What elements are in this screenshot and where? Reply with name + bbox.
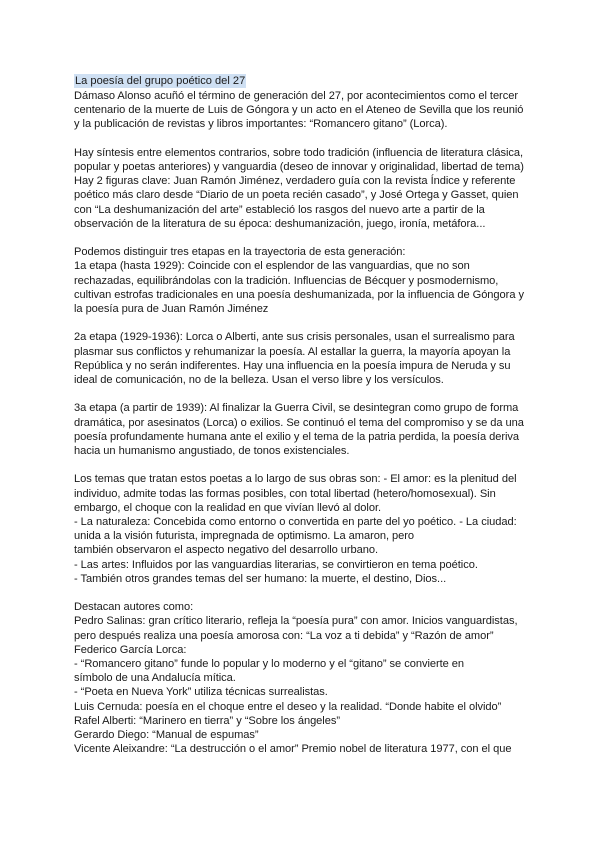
paragraph-gap: [74, 316, 540, 330]
text-line: plasmar sus conflictos y rehumanizar la poesía. Al estallar la guerra, la mayoría apoyan la: [74, 345, 511, 358]
text-line: y la publicación de revistas y libros importantes: “Romancero gitano” (Lorca).: [74, 118, 448, 131]
text-line: - “Poeta en Nueva York” utiliza técnicas surrealistas.: [74, 686, 328, 699]
text-line: rechazadas, equilibrándolas con la tradición. Influencias de Bécquer y posmodernismo,: [74, 274, 499, 287]
text-line: la poesía pura de Juan Ramón Jiménez: [74, 303, 269, 316]
text-line: unida a la visión futurista, impregnada de optimismo. La amaron, pero: [74, 530, 415, 543]
text-line: Dámaso Alonso acuñó el término de generación del 27, por acontecimientos como el tercer: [74, 90, 518, 102]
paragraph: [74, 89, 540, 132]
text-line: Rafel Alberti: “Marinero en tierra” y “Sobre los ángeles”: [74, 714, 340, 727]
text-line: - “Romancero gitano” funde lo popular y lo moderno y el “gitano” se convierte en: [74, 658, 465, 671]
text-line: dramática, por asesinatos (Lorca) o exilios. Se continuó el tema del compromiso y se da una: [74, 416, 524, 429]
text-line: símbolo de una Andalucía mítica.: [74, 672, 236, 685]
paragraph: [74, 146, 540, 231]
text-line: ideal de comunicación, no de la belleza. Usan el verso libre y los versículos.: [74, 374, 444, 387]
text-line: 3a etapa (a partir de 1939): Al finalizar la Guerra Civil, se desintegran como grupo de forma: [74, 402, 519, 415]
text-line: Federico García Lorca:: [74, 643, 187, 656]
text-line: Los temas que tratan estos poetas a lo largo de sus obras son: - El amor: es la plenitud del: [74, 473, 517, 486]
paragraph-gap: [74, 387, 540, 401]
paragraph: [74, 245, 540, 316]
text-line: Hay 2 figuras clave: Juan Ramón Jiménez, verdadero guía con la revista Índice y referente: [74, 175, 516, 188]
paragraph: [74, 330, 540, 387]
paragraph: [74, 401, 540, 458]
text-line: poético más claro desde “Diario de un poeta recién casado”, y José Ortega y Gasset, quien: [74, 189, 519, 202]
text-line: embargo, el choque con la realidad en que vivían llevó al dolor.: [74, 501, 382, 514]
text-line: también observaron el aspecto negativo del desarrollo urbano.: [74, 544, 379, 557]
document-body: [74, 89, 540, 756]
paragraph-gap: [74, 231, 540, 245]
paragraph-gap: [74, 458, 540, 472]
text-line: Luis Cernuda: poesía en el choque entre el deseo y la realidad. “Donde habite el olvido”: [74, 700, 502, 713]
text-line: popular y poetas anteriores) y vanguardia (deseo de innovar y originalidad, libertad de tema): [74, 161, 524, 173]
paragraph-gap: [74, 586, 540, 600]
text-line: Hay síntesis entre elementos contrarios, sobre todo tradición (influencia de literatura clásica,: [74, 146, 524, 159]
text-line: República y no serán indiferentes. Hay una influencia en la poesía impura de Neruda y su: [74, 359, 511, 372]
document-title: La poesía del grupo poético del 27: [75, 75, 246, 87]
text-line: con “La deshumanización del arte” estableció los rasgos del nuevo arte a partir de la: [74, 203, 485, 216]
text-line: individuo, admite todas las formas posibles, con total libertad (hetero/homosexual). Sin: [74, 487, 496, 500]
paragraph-gap: [74, 132, 540, 146]
text-line: Vicente Aleixandre: “La destrucción o el amor” Premio nobel de literatura 1977, con el que: [74, 743, 512, 756]
text-line: 2a etapa (1929-1936): Lorca o Alberti, ante sus crisis personales, usan el surrealismo para: [74, 331, 515, 344]
text-line: cultivan estrofas tradicionales en una poesía deshumanizada, por la influencia de Góngora y: [74, 288, 524, 301]
text-line: hacia un humanismo angustiado, de tonos existenciales.: [74, 445, 350, 458]
text-line: Gerardo Diego: “Manual de espumas”: [74, 729, 259, 742]
text-line: centenario de la muerte de Luis de Góngora y un acto en el Ateneo de Sevilla que los reunió: [74, 104, 524, 117]
text-line: observación de la literatura de su época: deshumanización, juego, ironía, metáfora...: [74, 217, 486, 230]
text-line: Pedro Salinas: gran crítico literario, refleja la “poesía pura” con amor. Inicios vanguardistas,: [74, 615, 518, 628]
text-line: 1a etapa (hasta 1929): Coincide con el esplendor de las vanguardias, que no son: [74, 260, 470, 273]
text-line: pero después realiza una poesía amorosa con: “La voz a ti debida” y “Razón de amor”: [74, 629, 494, 642]
paragraph: [74, 472, 540, 586]
text-line: - La naturaleza: Concebida como entorno o convertida en parte del yo poético. - La ciudad:: [74, 516, 517, 529]
paragraph: [74, 600, 540, 756]
text-line: Destacan autores como:: [74, 601, 194, 614]
text-line: - Las artes: Influidos por las vanguardias literarias, se convirtieron en tema poético.: [74, 558, 478, 571]
text-line: - También otros grandes temas del ser humano: la muerte, el destino, Dios...: [74, 572, 447, 585]
text-line: poesía profundamente humana ante el exilio y el tema de la patria perdida, la poesía deriva: [74, 430, 520, 443]
text-line: Podemos distinguir tres etapas en la trayectoria de esta generación:: [74, 246, 406, 259]
